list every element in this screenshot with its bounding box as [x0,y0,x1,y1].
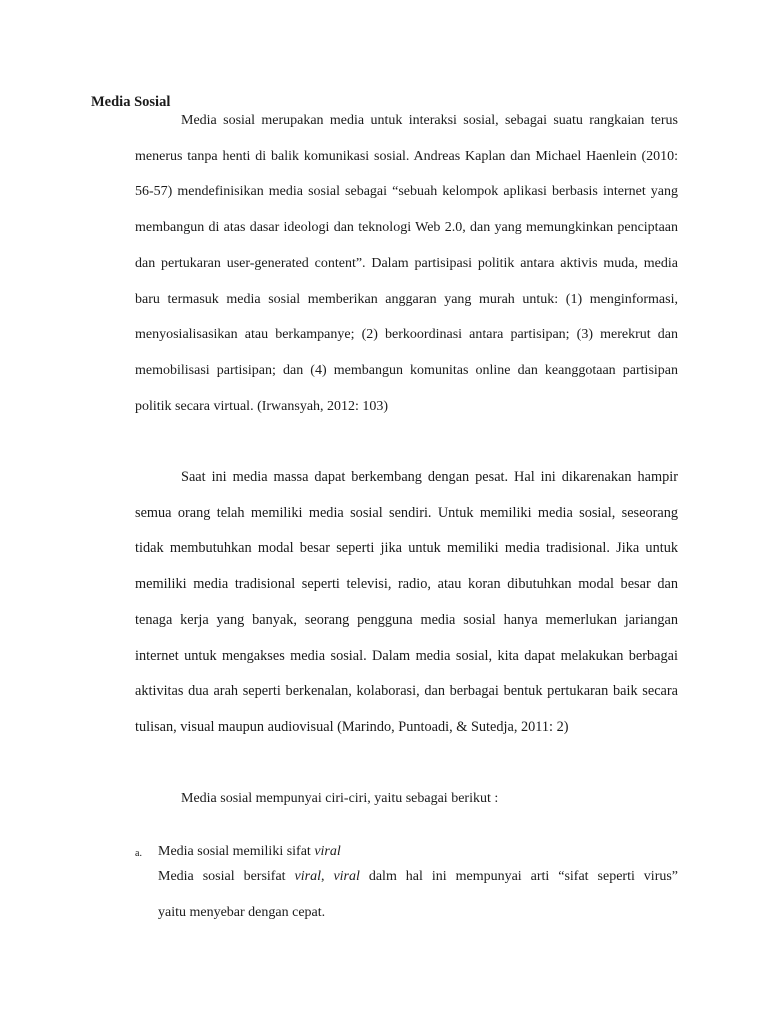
list-body-suffix: dalm hal ini mempunyai arti “sifat seperti virus” [359,869,679,884]
list-title-italic: viral [314,844,341,859]
paragraph-growth: Saat ini media massa dapat berkembang dengan pesat. Hal ini dikarenakan hampir semua orang telah memiliki media sosial sendiri. Untuk memiliki media sosial, seseorang tidak membutuhkan modal besar seperti jika untuk memiliki media tradisional. Jika untuk memiliki media tradisional seperti televisi, radio, atau koran dibutuhkan modal besar dan tenaga kerja yang banyak, seorang pengguna media sosial hanya memerlukan jariangan internet untuk mengakses media sosial. Dalam media sosial, kita dapat melakukan berbagai aktivitas dua arah seperti berkenalan, kolaborasi, dan berbagai bentuk pertukaran baik secara tulisan, visual maupun audiovisual (Marindo, Puntoadi, & Sutedja, 2011: 2) [135,469,678,735]
list-title-text: Media sosial memiliki sifat [158,844,315,859]
list-body-separator: , [320,869,334,884]
list-body-prefix: Media sosial bersifat [158,869,295,884]
list-body-line-2: yaitu menyebar dengan cepat. [158,905,326,920]
list-body-italic-1: viral [294,869,321,884]
list-marker-a: a. [135,848,142,859]
paragraph-characteristics-intro: Media sosial mempunyai ciri-ciri, yaitu sebagai berikut : [181,791,499,806]
list-item-body [158,859,678,931]
section-heading: Media Sosial [91,94,171,110]
paragraph-definition: Media sosial merupakan media untuk interaksi sosial, sebagai suatu rangkaian terus menerus tanpa henti di balik komunikasi sosial. Andreas Kaplan dan Michael Haenlein (2010: 56-57) mendefinisikan media sosial sebagai “sebuah kelompok aplikasi berbasis internet yang membangun di atas dasar ideologi dan teknologi Web 2.0, dan yang memungkinkan penciptaan dan pertukaran user-generated content”. Dalam partisipasi politik antara aktivis muda, media baru termasuk media sosial memberikan anggaran yang murah untuk: (1) menginformasi, menyosialisasikan atau berkampanye; (2) berkoordinasi antara partisipan; (3) merekrut dan memobilisasi partisipan; dan (4) membangun komunitas online dan keanggotaan partisipan politik secara virtual. (Irwansyah, 2012: 103) [135,113,678,414]
list-body-italic-2: viral [333,869,360,884]
list-body-line-1 [158,859,678,895]
